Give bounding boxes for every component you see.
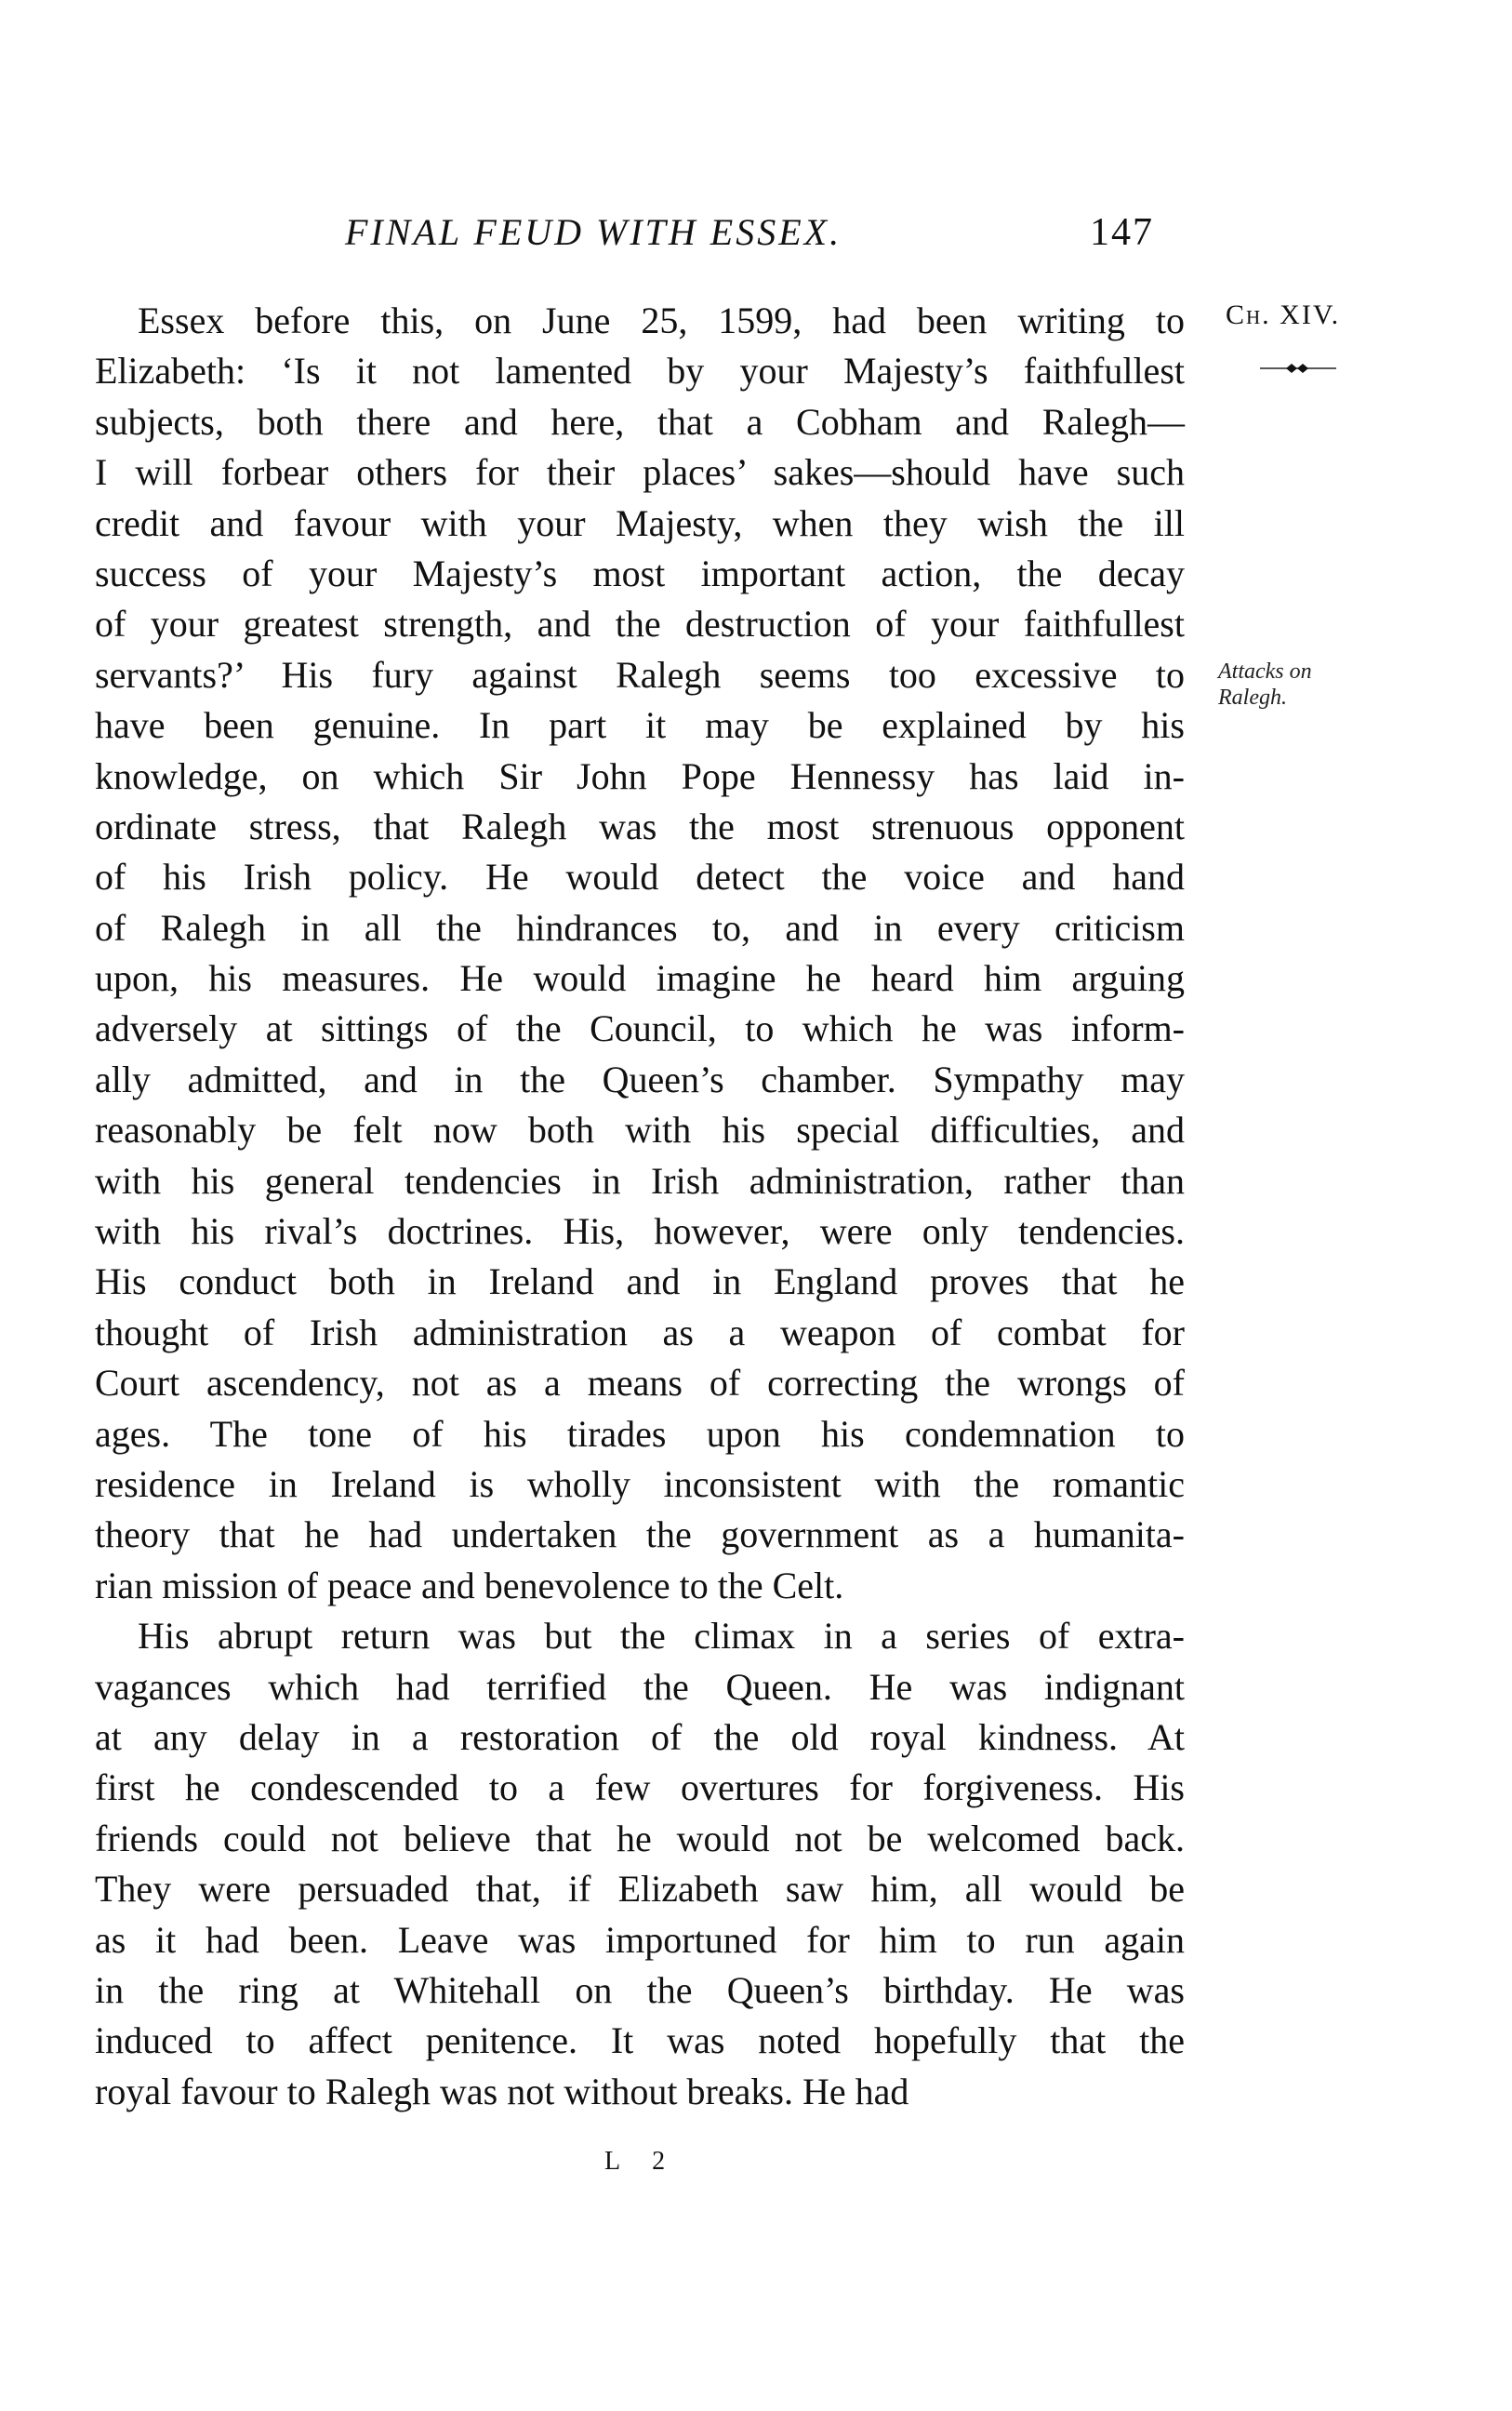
chapter-sidenote: Ch. XIV. bbox=[1226, 300, 1341, 330]
text-line: of his Irish policy. He would detect the voice and hand bbox=[95, 856, 1185, 899]
text-line: friends could not believe that he would not be welcomed back. bbox=[95, 1817, 1185, 1859]
ornament-rule-icon bbox=[1260, 363, 1336, 374]
text-line: vagances which had terrified the Queen. He was indignant bbox=[95, 1665, 1185, 1708]
text-line: of your greatest strength, and the destruction of your faithfullest bbox=[95, 603, 1185, 646]
text-line: at any delay in a restoration of the old royal kindness. At bbox=[95, 1715, 1185, 1758]
page-number: 147 bbox=[1090, 211, 1154, 254]
text-line: His abrupt return was but the climax in a series of extra- bbox=[138, 1615, 1185, 1658]
text-line: servants?’ His fury against Ralegh seems too excessive to bbox=[95, 653, 1185, 696]
text-line: Elizabeth: ‘Is it not lamented by your Majesty’s faithfullest bbox=[95, 350, 1185, 393]
text-line: They were persuaded that, if Elizabeth saw him, all would be bbox=[95, 1868, 1185, 1911]
text-line: of Ralegh in all the hindrances to, and in every criticism bbox=[95, 906, 1185, 949]
text-line: first he condescended to a few overtures for forgiveness. His bbox=[95, 1766, 1185, 1809]
text-line: I will forbear others for their places’ sakes—should have such bbox=[95, 451, 1185, 494]
text-line: ally admitted, and in the Queen’s chamber. Sympathy may bbox=[95, 1058, 1185, 1100]
text-line: ordinate stress, that Ralegh was the most strenuous opponent bbox=[95, 805, 1185, 847]
text-line: in the ring at Whitehall on the Queen’s birthday. He was bbox=[95, 1968, 1185, 2011]
margin-note-line: Ralegh. bbox=[1218, 686, 1287, 710]
text-line: rian mission of peace and benevolence to the Celt. bbox=[95, 1564, 844, 1606]
body-text bbox=[95, 296, 1185, 2117]
signature-mark: L 2 bbox=[604, 2147, 679, 2176]
text-line: knowledge, on which Sir John Pope Hennessy has laid in- bbox=[95, 754, 1185, 797]
text-line: with his general tendencies in Irish administration, rather than bbox=[95, 1159, 1185, 1202]
text-line: residence in Ireland is wholly inconsistent with the romantic bbox=[95, 1462, 1185, 1505]
text-line: success of your Majesty’s most important action, the decay bbox=[95, 552, 1185, 594]
text-line: with his rival’s doctrines. His, however, were only tendencies. bbox=[95, 1210, 1185, 1253]
text-line: theory that he had undertaken the government as a humanita- bbox=[95, 1513, 1185, 1556]
text-line: ages. The tone of his tirades upon his condemnation to bbox=[95, 1412, 1185, 1455]
text-line: Court ascendency, not as a means of correcting the wrongs of bbox=[95, 1362, 1185, 1405]
running-title: FINAL FEUD WITH ESSEX. bbox=[345, 211, 842, 253]
text-line: as it had been. Leave was importuned for him to run again bbox=[95, 1918, 1185, 1961]
margin-note bbox=[1218, 659, 1312, 711]
text-line: thought of Irish administration as a weapon of combat for bbox=[95, 1311, 1185, 1353]
text-line: royal favour to Ralegh was not without breaks. He had bbox=[95, 2070, 909, 2112]
text-line: have been genuine. In part it may be explained by his bbox=[95, 704, 1185, 747]
text-line: reasonably be felt now both with his special difficulties, and bbox=[95, 1109, 1185, 1152]
text-line: Essex before this, on June 25, 1599, had been writing to bbox=[138, 300, 1185, 341]
margin-note-line: Attacks on bbox=[1218, 659, 1312, 684]
text-line: upon, his measures. He would imagine he heard him arguing bbox=[95, 957, 1185, 1000]
text-line: adversely at sittings of the Council, to which he was inform- bbox=[95, 1007, 1185, 1050]
text-line: induced to affect penitence. It was noted hopefully that the bbox=[95, 2019, 1185, 2062]
text-line: credit and favour with your Majesty, when they wish the ill bbox=[95, 501, 1185, 544]
text-line: subjects, both there and here, that a Cobham and Ralegh— bbox=[95, 400, 1185, 443]
text-line: His conduct both in Ireland and in England proves that he bbox=[95, 1260, 1185, 1303]
